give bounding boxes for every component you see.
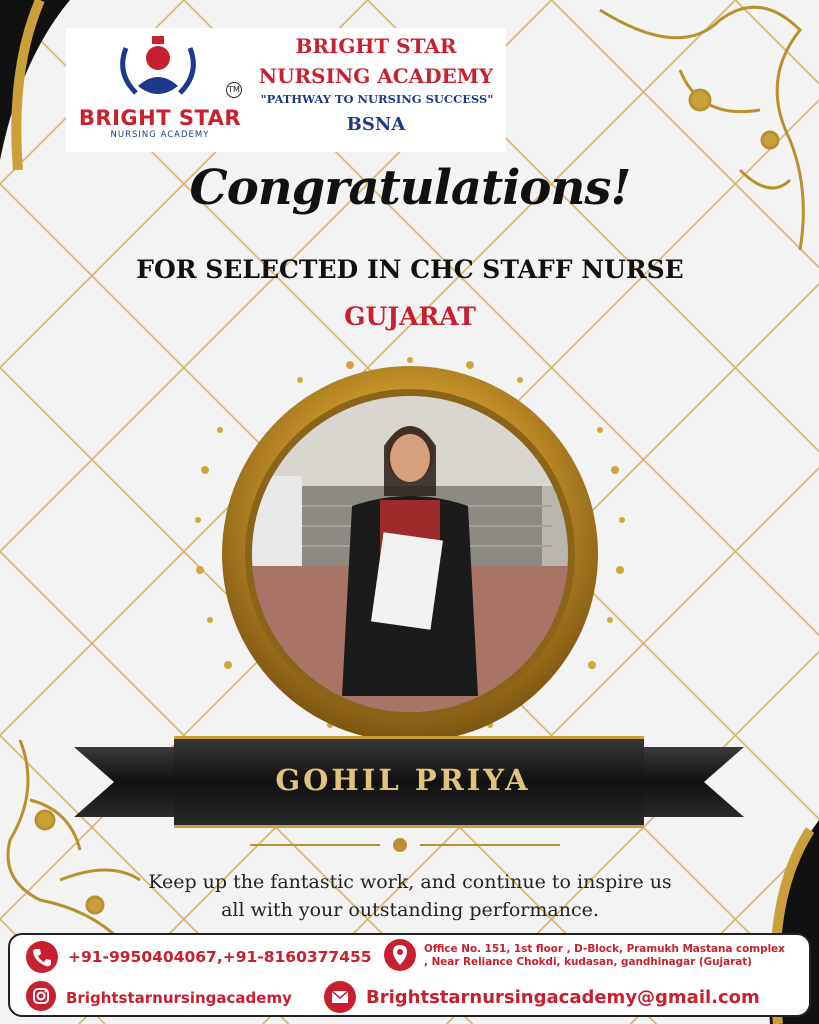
motivational-message	[60, 868, 760, 924]
phone-numbers[interactable]: +91-9950404067,+91-8160377455	[68, 948, 372, 966]
office-address	[424, 943, 785, 969]
trademark-mark: TM	[226, 82, 242, 98]
instagram-handle[interactable]: Brightstarnursingacademy	[66, 989, 292, 1007]
academy-logo	[66, 28, 251, 152]
laurel-emblem-icon	[66, 28, 251, 108]
instagram-icon	[26, 981, 56, 1011]
academy-tagline: "PATHWAY TO NURSING SUCCESS"	[260, 92, 494, 106]
message-line-1: Keep up the fantastic work, and continue to inspire us	[148, 871, 672, 893]
selection-headline: FOR SELECTED IN CHC STAFF NURSE	[136, 255, 684, 284]
contact-bar	[8, 933, 811, 1017]
congratulations-heading: Congratulations!	[189, 160, 631, 216]
candidate-name: GOHIL PRIYA	[275, 763, 531, 797]
academy-abbreviation: BSNA	[346, 114, 406, 135]
logo-brand-subtitle: NURSING ACADEMY	[110, 130, 210, 140]
candidate-photo	[252, 396, 568, 712]
email-address[interactable]: Brightstarnursingacademy@gmail.com	[366, 987, 760, 1008]
academy-name-line1: BRIGHT STAR	[295, 34, 457, 58]
logo-card	[66, 28, 506, 152]
address-line-2: , Near Reliance Chokdi, kudasan, gandhinagar (Gujarat)	[424, 956, 752, 968]
mail-icon	[324, 981, 356, 1013]
location-pin-icon	[384, 939, 416, 971]
message-line-2: all with your outstanding performance.	[221, 899, 599, 921]
phone-icon	[26, 941, 58, 973]
region-label: GUJARAT	[344, 302, 476, 331]
logo-brand-name: BRIGHT STAR	[78, 106, 242, 130]
academy-name-line2: NURSING ACADEMY	[258, 64, 494, 88]
address-line-1: Office No. 151, 1st floor , D-Block, Pramukh Mastana complex	[424, 943, 785, 955]
